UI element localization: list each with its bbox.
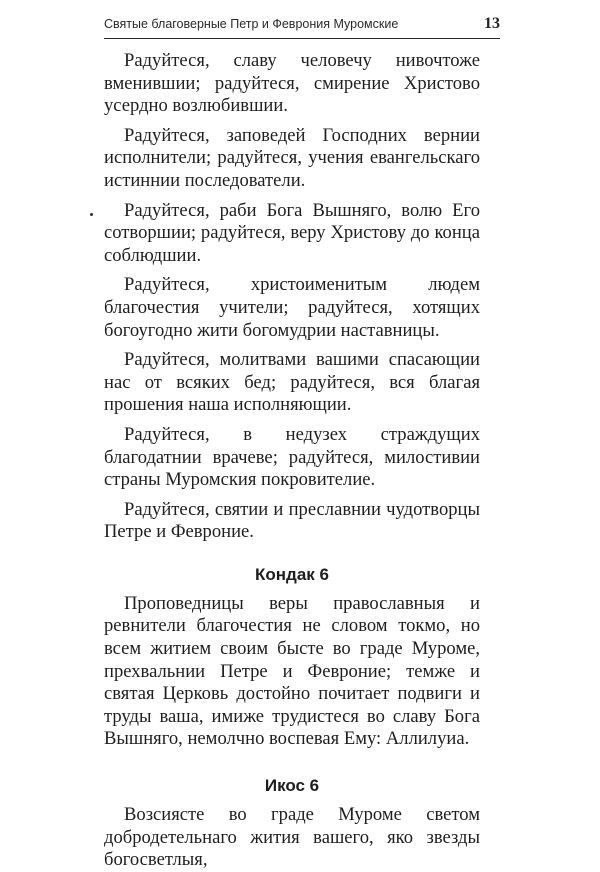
ikos-text: Возсиясте во граде Муроме светом добродетельнаго жития вашего, яко звезды богосветлыя, [104, 804, 480, 871]
page-body [104, 50, 480, 872]
stray-mark [90, 213, 93, 216]
paragraph: Радуйтеся, славу человечу нивочтоже вменившии; радуйтеся, смирение Христово усердно возлюбившии. [104, 50, 480, 117]
running-header [104, 16, 500, 39]
paragraph: Радуйтеся, молитвами вашими спасающии нас от всяких бед; радуйтеся, вся благая прошения наша исполняющии. [104, 349, 480, 416]
paragraph: Радуйтеся, в недузех страждущих благодатнии врачеве; радуйтеся, милостивии страны Муромския покровителие. [104, 423, 480, 491]
page-number: 13 [484, 15, 500, 32]
running-title: Святые благоверные Петр и Феврония Муромские [104, 17, 399, 31]
paragraph: Радуйтеся, святии и преславнии чудотворцы Петре и Февроние. [104, 498, 480, 543]
paragraph: Радуйтеся, заповедей Господних вернии исполнители; радуйтеся, учения евангельскаго истиннии последователи. [104, 124, 480, 191]
paragraph: Радуйтеся, христоименитым людем благочестия учители; радуйтеся, хотящих богоугодно жити богомудрии наставницы. [104, 274, 480, 341]
kontakion-text: Проповедницы веры православныя и ревнители благочестия не словом токмо, но всем житием своим бысте во граде Муроме, прехвальнии Петре и Февроние; темже и святая Церковь достойно почитает подвиги и труды ваша, имиже трудистеся во славу Бога Вышняго, немолчно воспевая Ему: Аллилуиа. [104, 592, 480, 750]
kontakion-heading: Кондак 6 [255, 564, 329, 584]
ikos-heading: Икос 6 [264, 776, 320, 796]
paragraph: Радуйтеся, раби Бога Вышняго, волю Его сотворшии; радуйтеся, веру Христову до конца соблюдшии. [104, 199, 480, 266]
